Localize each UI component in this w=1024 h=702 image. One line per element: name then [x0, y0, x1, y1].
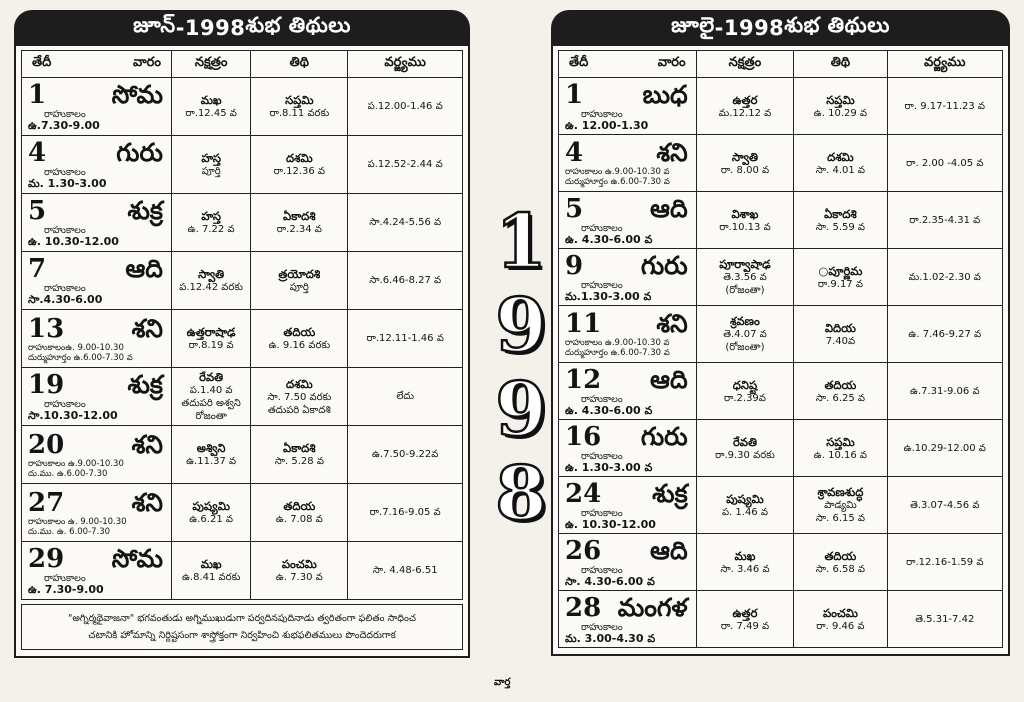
tithi-name: తదియ: [283, 325, 316, 339]
weekday-name: శని: [131, 487, 163, 517]
rahukalam-label: రాహుకాలం: [581, 564, 623, 576]
varjyam-time: ఉ.7.50-9.22వ: [371, 449, 439, 460]
date-number: 20: [28, 429, 65, 460]
year-digit: 8: [495, 451, 547, 537]
table-row: [559, 420, 1003, 477]
july-title-year: -1998: [714, 16, 785, 40]
star-time: రా.8.19 వ: [188, 340, 234, 351]
date-cell: [559, 249, 697, 306]
date-cell: [559, 192, 697, 249]
varjyam-time: తె.3.07-4.56 వ: [910, 499, 980, 511]
tithi-cell: [251, 426, 348, 484]
star-time: ఉ.6.21 వ: [189, 514, 233, 525]
star-note: (రోజంతా): [725, 342, 765, 353]
date-cell: [22, 310, 172, 368]
date-number: 7: [28, 254, 47, 284]
rahukalam-time: సా.10.30-12.00: [28, 409, 118, 422]
table-row: [559, 249, 1003, 306]
table-row: [22, 78, 463, 136]
rahukalam-label: రాహుకాలం: [581, 507, 623, 519]
varjyam-cell: [348, 78, 463, 136]
tithi-name: సప్తమి: [826, 92, 855, 107]
weekday-name: శని: [131, 313, 163, 343]
varjyam-cell: [348, 136, 463, 194]
star-time: పూర్తి: [201, 166, 221, 177]
july-header-varjyam: వర్జ్యము: [887, 51, 1002, 78]
table-row: [22, 310, 463, 368]
rahukalam-time: దుర్ముహూర్తం ఉ.6.00-7.30 వ: [565, 177, 670, 187]
varjyam-time: రా.7.16-9.05 వ: [369, 507, 441, 518]
july-title-bar: [551, 10, 1010, 46]
star-cell: [696, 420, 794, 477]
rahukalam-label: రాహుకాలం: [44, 109, 86, 120]
rahukalam-time: దు.ము. ఉ.6.00-7.30: [28, 468, 108, 479]
star-name: రేవతి: [199, 370, 224, 384]
varjyam-cell: [887, 135, 1002, 192]
rahukalam-label: రాహుకాలం: [44, 573, 86, 584]
varjyam-time: మ.1.02-2.30 వ: [908, 271, 981, 283]
rahukalam-label: రాహుకాలం: [581, 393, 623, 405]
star-note: (రోజంతా): [725, 285, 765, 296]
star-name: స్వాతి: [198, 267, 225, 281]
star-name: పుష్యమి: [192, 499, 230, 513]
star-name: విశాఖ: [731, 206, 759, 221]
rahukalam-time: ఉ. 4.30-6.00 వ: [565, 232, 653, 246]
date-cell: [559, 420, 697, 477]
star-cell: [696, 306, 794, 363]
star-time: ఉ.8.41 వరకు: [181, 572, 241, 583]
varjyam-cell: [887, 591, 1002, 648]
varjyam-cell: [887, 534, 1002, 591]
varjyam-cell: [887, 363, 1002, 420]
date-number: 1: [565, 79, 584, 110]
star-cell: [171, 368, 250, 426]
tithi-name: దశమి: [286, 151, 313, 165]
tithi-time: సా. 7.50 వరకు: [267, 391, 332, 403]
date-number: 19: [28, 370, 65, 400]
tithi-name: సప్తమి: [285, 93, 314, 107]
tithi-name: తదియ: [283, 499, 316, 513]
tithi-cell: [794, 363, 887, 420]
varjyam-cell: [348, 484, 463, 542]
star-cell: [171, 542, 250, 600]
table-row: [22, 252, 463, 310]
tithi-name: తదియ: [824, 548, 857, 563]
star-time: సా. 3.46 వ: [720, 563, 770, 575]
date-number: 5: [28, 196, 47, 226]
weekday-name: శుక్ర: [127, 370, 163, 399]
table-row: [559, 78, 1003, 135]
star-cell: [696, 192, 794, 249]
star-time: రా.10.13 వ: [719, 221, 771, 233]
tithi-time: ఉ. 9.16 వరకు: [268, 340, 331, 351]
table-row: [559, 135, 1003, 192]
tithi-cell: [794, 78, 887, 135]
date-number: 28: [565, 592, 602, 623]
rahukalam-label: రాహుకాలం ఉ.9.00-10.30: [28, 458, 124, 469]
tithi-name: ఏకాదశి: [824, 206, 857, 221]
year-digit: 1: [495, 199, 547, 285]
tithi-name: తదియ: [824, 377, 857, 392]
rahukalam-label: రాహుకాలం ఉ. 9.00-10.30: [28, 516, 127, 527]
tithi-name: దశమి: [286, 376, 313, 391]
varjyam-time: రా. 2.00 -4.05 వ: [906, 157, 984, 169]
tithi-note: సా. 6.15 వ: [815, 513, 866, 524]
table-row: [559, 306, 1003, 363]
rahukalam-label: రాహుకాలం: [44, 225, 86, 236]
star-name: ఉత్తరాషాఢ: [186, 325, 236, 339]
table-row: [22, 542, 463, 600]
varjyam-time: రా.12.16-1.59 వ: [906, 556, 984, 568]
tithi-name: సప్తమి: [826, 434, 855, 449]
rahukalam-label: రాహుకాలం ఉ.9.00-10.30 వ: [565, 167, 670, 177]
varjyam-cell: [348, 310, 463, 368]
weekday-name: గురు: [116, 138, 163, 167]
tithi-cell: [794, 192, 887, 249]
tithi-cell: [794, 420, 887, 477]
tithi-cell: [251, 310, 348, 368]
table-row: [559, 477, 1003, 534]
tithi-cell: [251, 542, 348, 600]
rahukalam-label: రాహుకాలం: [581, 450, 623, 462]
star-name: మఖ: [200, 93, 222, 107]
rahukalam-label: రాహుకాలం: [581, 222, 623, 234]
weekday-name: శుక్ర: [652, 478, 688, 508]
weekday-name: గురు: [640, 250, 688, 280]
table-row: [22, 484, 463, 542]
tithi-time: రా.9.17 వ: [817, 278, 863, 290]
date-cell: [559, 477, 697, 534]
weekday-name: ఆది: [650, 535, 688, 565]
rahukalam-label: రాహుకాలం: [581, 108, 623, 120]
date-number: 4: [565, 138, 584, 168]
rahukalam-label: రాహుకాలం ఉ.9.00-10.30 వ: [565, 338, 670, 348]
june-title-year: -1998: [175, 16, 246, 40]
table-row: [559, 534, 1003, 591]
june-header-varjyam: వర్జ్యము: [348, 51, 463, 78]
tithi-cell: [794, 306, 887, 363]
tithi-name: త్రయోదశి: [278, 267, 321, 281]
tithi-cell: [794, 477, 887, 534]
tithi-name: విదియ: [824, 320, 856, 335]
june-title-suffix: శుభ తిథులు: [245, 13, 351, 37]
date-cell: [22, 136, 172, 194]
table-row: [559, 192, 1003, 249]
rahukalam-label: రాహుకాలంఉ. 9.00-10.30: [28, 342, 124, 353]
weekday-name: మంగళ: [617, 592, 688, 622]
rahukalam-time: దుర్ముహూర్తం ఉ.6.00-7.30 వ: [565, 348, 670, 358]
star-cell: [696, 477, 794, 534]
table-row: [559, 363, 1003, 420]
table-row: [22, 194, 463, 252]
star-name: ఉత్తర: [732, 605, 758, 620]
star-name: హస్త: [201, 209, 221, 223]
tithi-name: దశమి: [827, 149, 854, 164]
weekday-name: శుక్ర: [127, 196, 163, 225]
tithi-time: రా.2.34 వ: [276, 224, 322, 235]
star-name: పూర్వాషాఢ: [719, 257, 771, 271]
star-name: పుష్యమి: [726, 491, 764, 506]
varjyam-cell: [887, 249, 1002, 306]
varjyam-time: ఉ. 7.46-9.27 వ: [908, 328, 982, 340]
tithi-time: సా. 5.28 వ: [274, 456, 324, 467]
date-number: 29: [28, 544, 65, 574]
star-time: మ.12.12 వ: [718, 107, 772, 119]
star-cell: [171, 78, 250, 136]
rahukalam-time: దు.ము. ఉ. 6.00-7.30: [28, 526, 111, 537]
star-time: తె.4.07 వ: [723, 329, 767, 340]
rahukalam-time: మ. 1.30-3.00: [28, 177, 107, 190]
varjyam-cell: [348, 426, 463, 484]
tithi-cell: [251, 484, 348, 542]
tithi-cell: [251, 78, 348, 136]
tithi-time: సా. 6.58 వ: [815, 563, 866, 575]
tithi-time: 7.40వ: [825, 335, 856, 347]
rahukalam-label: రాహుకాలం: [44, 399, 86, 410]
varjyam-cell: [887, 306, 1002, 363]
weekday-name: సోమ: [111, 544, 163, 573]
big-year-digits: [486, 200, 556, 536]
varjyam-cell: [348, 542, 463, 600]
rahukalam-time: మ.1.30-3.00 వ: [565, 289, 652, 303]
star-cell: [696, 363, 794, 420]
tithi-cell: [794, 591, 887, 648]
june-footnote: "అగ్నిర్మథైవాజనా" భగవంతుడు అగ్నిముఖుడుగా పర్వదినపుదినాడు త్వరితంగా ఫలితం సాధించ చటానికి హోమాన్ని నిర్దిష్టసంగా శాస్త్రోక్తంగా నిర్వహించి శుభఫలితములు పొందెదరుగాక: [21, 604, 463, 650]
star-name: స్వాతి: [731, 149, 759, 164]
star-cell: [696, 249, 794, 306]
date-cell: [559, 135, 697, 192]
rahukalam-label: రాహుకాలం: [44, 283, 86, 294]
star-time: రా.2.39వ: [723, 392, 766, 404]
star-time: రా. 7.49 వ: [720, 620, 770, 632]
date-cell: [559, 306, 697, 363]
rahukalam-label: రాహుకాలం: [581, 621, 623, 633]
tithi-time: పూర్తి: [289, 282, 309, 293]
star-note: తదుపరి అశ్వని రోజంతా: [181, 398, 241, 422]
rahukalam-label: రాహుకాలం: [581, 279, 623, 291]
star-time: రా.9.30 వరకు: [715, 449, 775, 461]
date-number: 26: [565, 535, 602, 566]
tithi-name: శ్రావణశుద్ధ: [817, 485, 864, 499]
rahukalam-time: ఉ. 4.30-6.00 వ: [565, 403, 653, 417]
tithi-name: ఏకాదశి: [283, 209, 316, 223]
tithi-cell: [794, 534, 887, 591]
star-name: రేవతి: [732, 434, 757, 449]
rahukalam-time: ఉ. 1.30-3.00 వ: [565, 460, 653, 474]
tithi-time: సా. 6.25 వ: [815, 392, 866, 404]
tithi-name: పంచమి: [281, 557, 317, 571]
source-credit: వార్త: [494, 677, 511, 688]
star-name: ధనిష్ట: [732, 377, 758, 392]
date-number: 5: [565, 193, 584, 224]
june-title-month: జూన్: [133, 13, 176, 37]
date-cell: [559, 591, 697, 648]
rahukalam-time: ఉ.7.30-9.00: [28, 119, 100, 132]
tithi-name: పంచమి: [822, 605, 858, 620]
rahukalam-time: ఉ. 10.30-12.00: [28, 235, 119, 248]
date-cell: [22, 252, 172, 310]
star-name: హస్త: [201, 151, 221, 165]
tithi-cell: [251, 194, 348, 252]
varjyam-time: రా.2.35-4.31 వ: [909, 214, 981, 226]
tithi-time: ఉ. 10.29 వ: [813, 107, 868, 119]
star-cell: [696, 78, 794, 135]
date-cell: [22, 426, 172, 484]
date-cell: [22, 542, 172, 600]
june-header-star: నక్షత్రం: [171, 51, 250, 78]
date-cell: [559, 78, 697, 135]
weekday-name: ఆది: [125, 254, 163, 283]
tithi-time: సా. 4.01 వ: [815, 164, 866, 176]
star-name: మఖ: [200, 557, 222, 571]
star-cell: [696, 591, 794, 648]
star-time: ఉ.11.37 వ: [186, 456, 237, 467]
tithi-time: రా.8.11 వరకు: [269, 108, 330, 119]
weekday-name: శని: [131, 429, 163, 459]
weekday-name: శని: [656, 138, 688, 167]
rahukalam-label: రాహుకాలం: [44, 167, 86, 178]
tithi-cell: [251, 136, 348, 194]
year-digit: 9: [495, 367, 547, 453]
star-cell: [696, 534, 794, 591]
table-row: [22, 426, 463, 484]
date-number: 12: [565, 364, 602, 395]
tithi-time: సా. 5.59 వ: [815, 221, 866, 233]
table-row: [22, 136, 463, 194]
star-time: రా.12.45 వ: [185, 108, 237, 119]
varjyam-time: సా. 4.48-6.51: [372, 565, 438, 576]
star-cell: [171, 426, 250, 484]
varjyam-time: ప.12.00-1.46 వ: [367, 101, 443, 112]
date-cell: [559, 534, 697, 591]
rahukalam-time: ఉ. 10.30-12.00: [565, 517, 656, 531]
june-title-bar: [14, 10, 470, 46]
date-number: 9: [565, 250, 584, 281]
year-digit: 9: [495, 283, 547, 369]
tithi-time: రా. 9.46 వ: [816, 620, 865, 632]
date-number: 27: [28, 487, 65, 518]
rahukalam-time: మ. 3.00-4.30 వ: [565, 631, 656, 645]
varjyam-cell: [348, 368, 463, 426]
varjyam-cell: [348, 252, 463, 310]
weekday-name: శని: [656, 309, 688, 338]
star-cell: [171, 136, 250, 194]
rahukalam-time: దుర్ముహూర్తం ఉ.6.00-7.30 వ: [28, 352, 133, 363]
tithi-time: ఉ. 10.16 వ: [813, 449, 868, 461]
star-time: ప.1.40 వ: [189, 385, 233, 396]
star-name: మఖ: [734, 548, 756, 563]
varjyam-cell: [887, 192, 1002, 249]
star-cell: [696, 135, 794, 192]
date-cell: [22, 78, 172, 136]
june-table: [21, 50, 463, 600]
star-name: ఉత్తర: [732, 92, 758, 107]
varjyam-time: ప.12.52-2.44 వ: [367, 159, 443, 170]
weekday-name: బుధ: [642, 79, 688, 109]
star-name: శ్రవణం: [730, 314, 760, 328]
weekday-name: ఆది: [650, 193, 688, 223]
varjyam-time: ఉ.7.31-9.06 వ: [909, 385, 980, 397]
july-calendar-panel: [551, 10, 1010, 656]
star-time: రా. 8.00 వ: [720, 164, 770, 176]
varjyam-cell: [887, 477, 1002, 534]
tithi-time: ఉ. 7.08 వ: [275, 514, 323, 525]
june-header-tithi: తిథి: [251, 51, 348, 78]
star-cell: [171, 310, 250, 368]
star-cell: [171, 194, 250, 252]
july-header-star: నక్షత్రం: [696, 51, 794, 78]
weekday-name: ఆది: [650, 364, 688, 394]
weekday-name: సోమ: [111, 80, 163, 109]
varjyam-time: సా.6.46-8.27 వ: [369, 275, 442, 286]
varjyam-time: ఉ.10.29-12.00 వ: [903, 442, 986, 454]
rahukalam-time: సా. 4.30-6.00 వ: [565, 574, 655, 588]
tithi-name: ఏకాదశి: [283, 441, 316, 455]
july-header-date-weekday: తేదీ వారం: [559, 51, 697, 78]
rahukalam-time: ఉ. 12.00-1.30: [565, 118, 649, 132]
varjyam-time: రా. 9.17-11.23 వ: [904, 100, 986, 112]
table-row: [559, 591, 1003, 648]
july-title-month: జూలై: [671, 13, 715, 37]
date-cell: [559, 363, 697, 420]
star-cell: [171, 252, 250, 310]
star-cell: [171, 484, 250, 542]
star-time: ప.12.42 వరకు: [179, 282, 244, 293]
star-name: అశ్విని: [196, 441, 226, 455]
varjyam-time: రా.12.11-1.46 వ: [366, 333, 444, 344]
july-header-tithi: తిథి: [794, 51, 887, 78]
star-time: తె.3.56 వ: [723, 272, 767, 283]
tithi-cell: [794, 249, 887, 306]
date-cell: [22, 484, 172, 542]
rahukalam-time: ఉ. 7.30-9.00: [28, 583, 104, 596]
date-number: 24: [565, 478, 602, 509]
tithi-time: రా.12.36 వ: [273, 166, 326, 177]
weekday-name: గురు: [640, 421, 688, 451]
tithi-name: ○పూర్ణిమ: [818, 263, 863, 278]
varjyam-time: లేదు: [396, 391, 414, 402]
date-cell: [22, 194, 172, 252]
varjyam-time: సా.4.24-5.56 వ: [369, 217, 442, 228]
date-number: 13: [28, 313, 65, 344]
june-header-date-weekday: తేదీ వారం: [22, 51, 172, 78]
date-number: 4: [28, 138, 47, 168]
date-number: 1: [28, 80, 47, 110]
table-row: [22, 368, 463, 426]
varjyam-cell: [887, 420, 1002, 477]
date-number: 11: [565, 309, 602, 339]
june-calendar-panel: [14, 10, 470, 658]
varjyam-cell: [348, 194, 463, 252]
july-table: [558, 50, 1003, 648]
tithi-cell: [794, 135, 887, 192]
star-time: ఉ. 7.22 వ: [187, 224, 235, 235]
varjyam-time: తె.5.31-7.42: [915, 613, 975, 625]
star-time: ప. 1.46 వ: [721, 506, 768, 518]
tithi-note: తదుపరి ఏకాదశి: [267, 404, 331, 416]
tithi-time: ఉ. 7.30 వ: [275, 572, 323, 583]
varjyam-cell: [887, 78, 1002, 135]
tithi-cell: [251, 368, 348, 426]
tithi-cell: [251, 252, 348, 310]
rahukalam-time: సా.4.30-6.00: [28, 293, 103, 306]
date-number: 16: [565, 421, 602, 452]
tithi-time: పాడ్యమి: [824, 500, 857, 511]
july-title-suffix: శుభ తిథులు: [784, 13, 890, 37]
date-cell: [22, 368, 172, 426]
